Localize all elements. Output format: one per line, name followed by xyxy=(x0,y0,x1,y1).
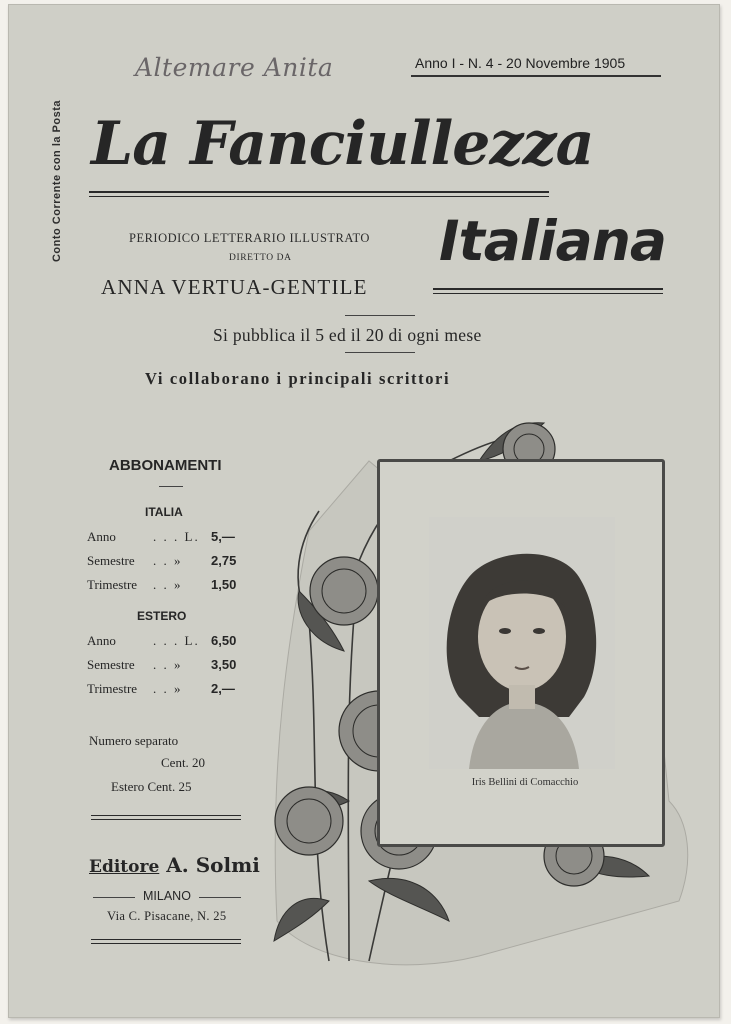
girl-portrait-image xyxy=(429,517,615,769)
price-value: 3,50 xyxy=(211,657,237,672)
italia-row-semestre xyxy=(87,553,257,571)
leader-dots: . . . L. xyxy=(153,529,200,544)
period-label: Anno xyxy=(87,529,116,544)
price-value: 1,50 xyxy=(211,577,237,592)
schedule-rule-top xyxy=(345,315,415,316)
estero-row-trimestre xyxy=(87,681,257,699)
leader-dots: . . . L. xyxy=(153,633,200,648)
portrait-photo xyxy=(429,517,615,769)
editor-name: ANNA VERTUA-GENTILE xyxy=(101,275,368,299)
italia-row-anno xyxy=(87,529,257,547)
publisher-label: Editore xyxy=(89,857,160,877)
price-value: 2,— xyxy=(211,681,235,696)
publisher-line xyxy=(89,853,260,877)
leader-dots: . . » xyxy=(153,553,183,568)
publisher-end-rule xyxy=(91,939,241,944)
italia-label: ITALIA xyxy=(145,505,183,519)
city-rule-left xyxy=(93,897,135,898)
leader-dots: . . » xyxy=(153,577,183,592)
directed-by-label: DIRETTO DA xyxy=(229,253,292,263)
leader-dots: . . » xyxy=(153,681,183,696)
publication-schedule: Si pubblica il 5 ed il 20 di ogni mese xyxy=(213,325,482,345)
issue-line: Anno I - N. 4 - 20 Novembre 1905 xyxy=(415,55,626,71)
leader-dots: . . » xyxy=(153,657,183,672)
publisher-address: Via C. Pisacane, N. 25 xyxy=(107,909,227,923)
italia-row-trimestre xyxy=(87,577,257,595)
city-rule-right xyxy=(199,897,241,898)
period-label: Semestre xyxy=(87,553,135,568)
masthead-title-line2: Italiana xyxy=(439,209,666,273)
single-issue-label: Numero separato xyxy=(89,733,179,748)
collaborators-line: Vi collaborano i principali scrittori xyxy=(145,369,451,388)
subscriptions-heading: ABBONAMENTI xyxy=(109,457,222,474)
estero-row-semestre xyxy=(87,657,257,675)
single-issue-price: Cent. 20 xyxy=(161,755,206,770)
subscriptions-rule xyxy=(159,486,183,487)
schedule-rule-bottom xyxy=(345,352,415,353)
estero-row-anno xyxy=(87,633,257,651)
publisher-city: MILANO xyxy=(143,889,191,903)
estero-label: ESTERO xyxy=(137,609,187,623)
period-label: Anno xyxy=(87,633,116,648)
period-label: Semestre xyxy=(87,657,135,672)
period-label: Trimestre xyxy=(87,681,138,696)
price-value: 6,50 xyxy=(211,633,237,648)
masthead-rule-right xyxy=(433,288,663,294)
side-postal-note: Conto Corrente con la Posta xyxy=(51,99,63,263)
portrait-caption: Iris Bellini di Comacchio xyxy=(471,777,579,788)
magazine-cover xyxy=(8,4,720,1018)
periodical-subtitle: PERIODICO LETTERARIO ILLUSTRATO xyxy=(129,231,370,245)
masthead-rule-left xyxy=(89,191,549,197)
price-value: 5,— xyxy=(211,529,235,544)
masthead-title-line1: La Fanciullezza xyxy=(91,109,594,179)
handwritten-signature: Altemare Anita xyxy=(135,53,334,82)
subscriptions-end-rule xyxy=(91,815,241,820)
issue-underline xyxy=(411,75,661,77)
price-value: 2,75 xyxy=(211,553,237,568)
single-issue-foreign-price: Estero Cent. 25 xyxy=(111,779,192,794)
publisher-name: A. Solmi xyxy=(166,853,260,877)
period-label: Trimestre xyxy=(87,577,138,592)
